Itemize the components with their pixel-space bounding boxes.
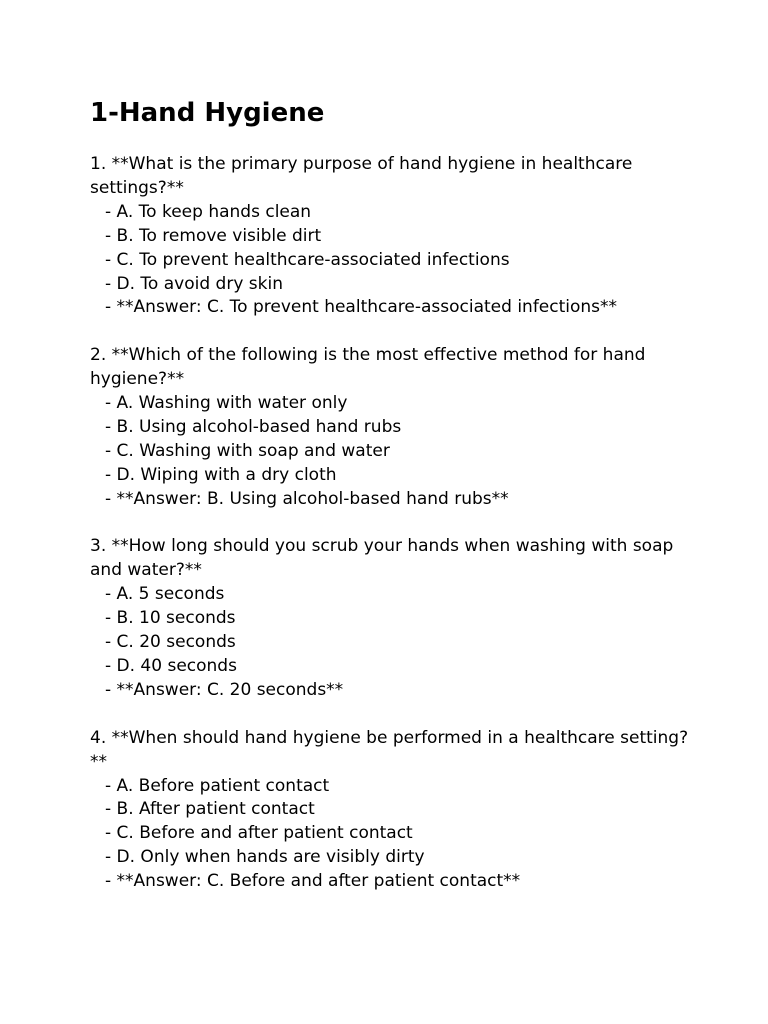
answer-line: - **Answer: C. To prevent healthcare-associated infections**: [105, 297, 618, 318]
option-c: - C. 20 seconds: [105, 632, 236, 653]
option-a: - A. To keep hands clean: [105, 201, 312, 222]
answer-line: - **Answer: C. Before and after patient contact**: [105, 871, 521, 892]
question-3: [90, 535, 690, 702]
option-b: - B. Using alcohol-based hand rubs: [105, 416, 402, 437]
option-b: - B. After patient contact: [105, 799, 315, 820]
option-d: - D. 40 seconds: [105, 656, 237, 676]
option-b: - B. To remove visible dirt: [105, 225, 322, 246]
option-d: - D. To avoid dry skin: [105, 273, 283, 294]
question-text: 2. **Which of the following is the most effective method for hand hygiene?**: [90, 345, 646, 390]
option-c: - C. Washing with soap and water: [105, 440, 390, 461]
question-text: 4. **When should hand hygiene be performed in a healthcare setting?**: [90, 727, 689, 772]
question-text: 1. **What is the primary purpose of hand hygiene in healthcare settings?**: [90, 154, 633, 198]
option-c: - C. Before and after patient contact: [105, 823, 413, 844]
question-4: [90, 727, 690, 894]
option-b: - B. 10 seconds: [105, 608, 236, 629]
page-title: 1-Hand Hygiene: [90, 98, 325, 128]
option-c: - C. To prevent healthcare-associated infections: [105, 249, 510, 270]
question-2: [90, 344, 690, 511]
option-a: - A. Before patient contact: [105, 775, 330, 796]
question-text: 3. **How long should you scrub your hands when washing with soap and water?**: [90, 536, 674, 581]
answer-line: - **Answer: C. 20 seconds**: [105, 679, 344, 700]
answer-line: - **Answer: B. Using alcohol-based hand rubs**: [105, 488, 509, 509]
option-a: - A. 5 seconds: [105, 584, 225, 605]
option-d: - D. Wiping with a dry cloth: [105, 464, 337, 485]
question-1: [90, 153, 690, 320]
question-list: [90, 153, 690, 918]
option-d: - D. Only when hands are visibly dirty: [105, 847, 425, 868]
option-a: - A. Washing with water only: [105, 393, 348, 414]
